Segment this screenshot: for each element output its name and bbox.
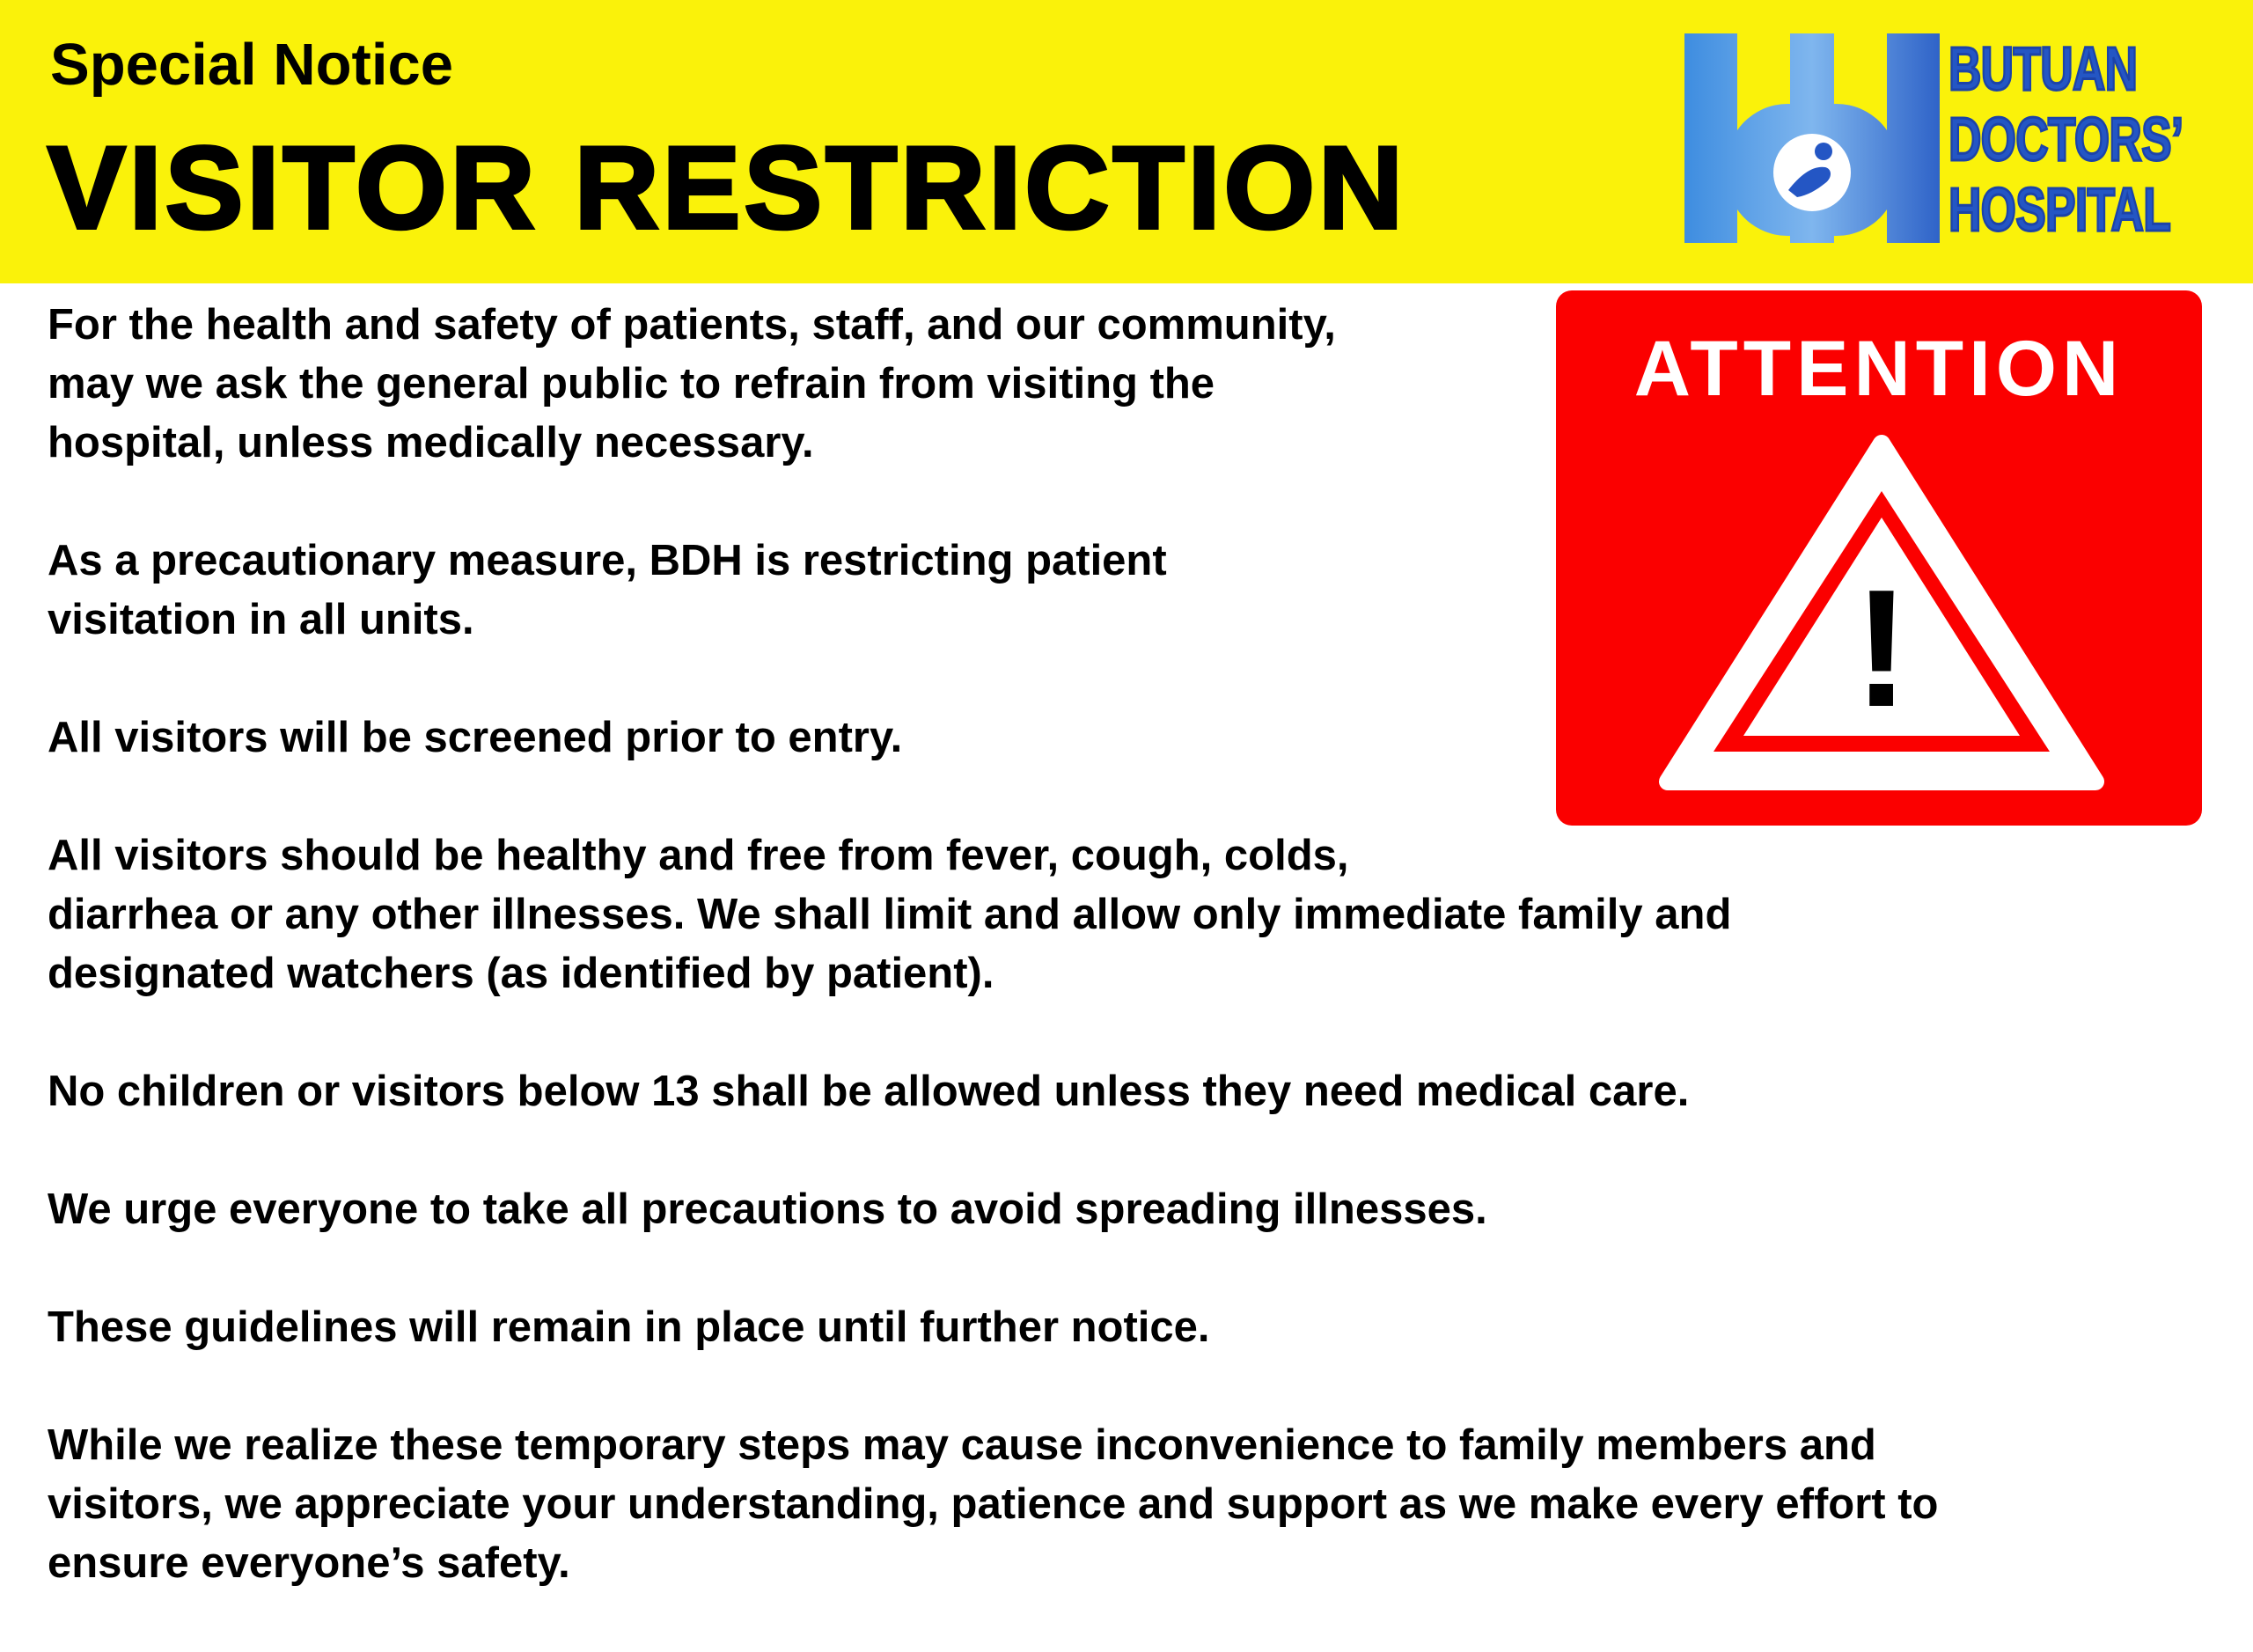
logo-line: BUTUAN	[1948, 34, 2138, 103]
hospital-logo	[1684, 33, 2204, 243]
notice-paragraph	[48, 532, 2213, 650]
text-line: While we realize these temporary steps may cause inconvenience to family members and	[48, 1421, 1876, 1469]
text-line: designated watchers (as identified by patient).	[48, 950, 994, 997]
notice-kicker: Special Notice	[50, 32, 454, 98]
notice-paragraph	[48, 709, 2213, 767]
text-line: ensure everyone’s safety.	[48, 1539, 570, 1587]
notice-paragraph	[48, 1416, 2213, 1593]
logo-line: DOCTORS’	[1948, 105, 2183, 173]
notice-paragraph	[48, 1062, 2213, 1121]
logo-line: HOSPITAL	[1948, 175, 2171, 244]
text-line: For the health and safety of patients, staff, and our community,	[48, 301, 1336, 349]
text-line: diarrhea or any other illnesses. We shall limit and allow only immediate family and	[48, 891, 1732, 938]
header-banner	[0, 0, 2253, 283]
notice-title: VISITOR RESTRICTION	[48, 123, 1407, 253]
text-line: All visitors should be healthy and free from fever, cough, colds,	[48, 832, 1349, 879]
text-line: may we ask the general public to refrain from visiting the	[48, 360, 1215, 407]
notice-paragraph	[48, 1298, 2213, 1357]
text-line: These guidelines will remain in place until further notice.	[48, 1303, 1210, 1351]
text-line: No children or visitors below 13 shall be allowed unless they need medical care.	[48, 1068, 1690, 1115]
exclamation-glyph: !	[1853, 555, 1910, 742]
text-line: All visitors will be screened prior to entry.	[48, 714, 903, 761]
notice-paragraph	[48, 296, 2213, 473]
text-line: visitation in all units.	[48, 596, 474, 643]
logo-wordmark	[1948, 33, 2183, 245]
text-line: hospital, unless medically necessary.	[48, 419, 814, 466]
notice-body	[48, 296, 2213, 1652]
notice-paragraph	[48, 826, 2213, 1003]
bdh-hospital-logo-icon	[1684, 33, 1940, 243]
text-line: visitors, we appreciate your understanding, patience and support as we make every effort to	[48, 1480, 1939, 1528]
notice-paragraph	[48, 1180, 2213, 1239]
attention-title: ATTENTION	[1633, 324, 2125, 412]
text-line: We urge everyone to take all precautions to avoid spreading illnesses.	[48, 1186, 1487, 1233]
text-line: As a precautionary measure, BDH is restricting patient	[48, 537, 1167, 584]
